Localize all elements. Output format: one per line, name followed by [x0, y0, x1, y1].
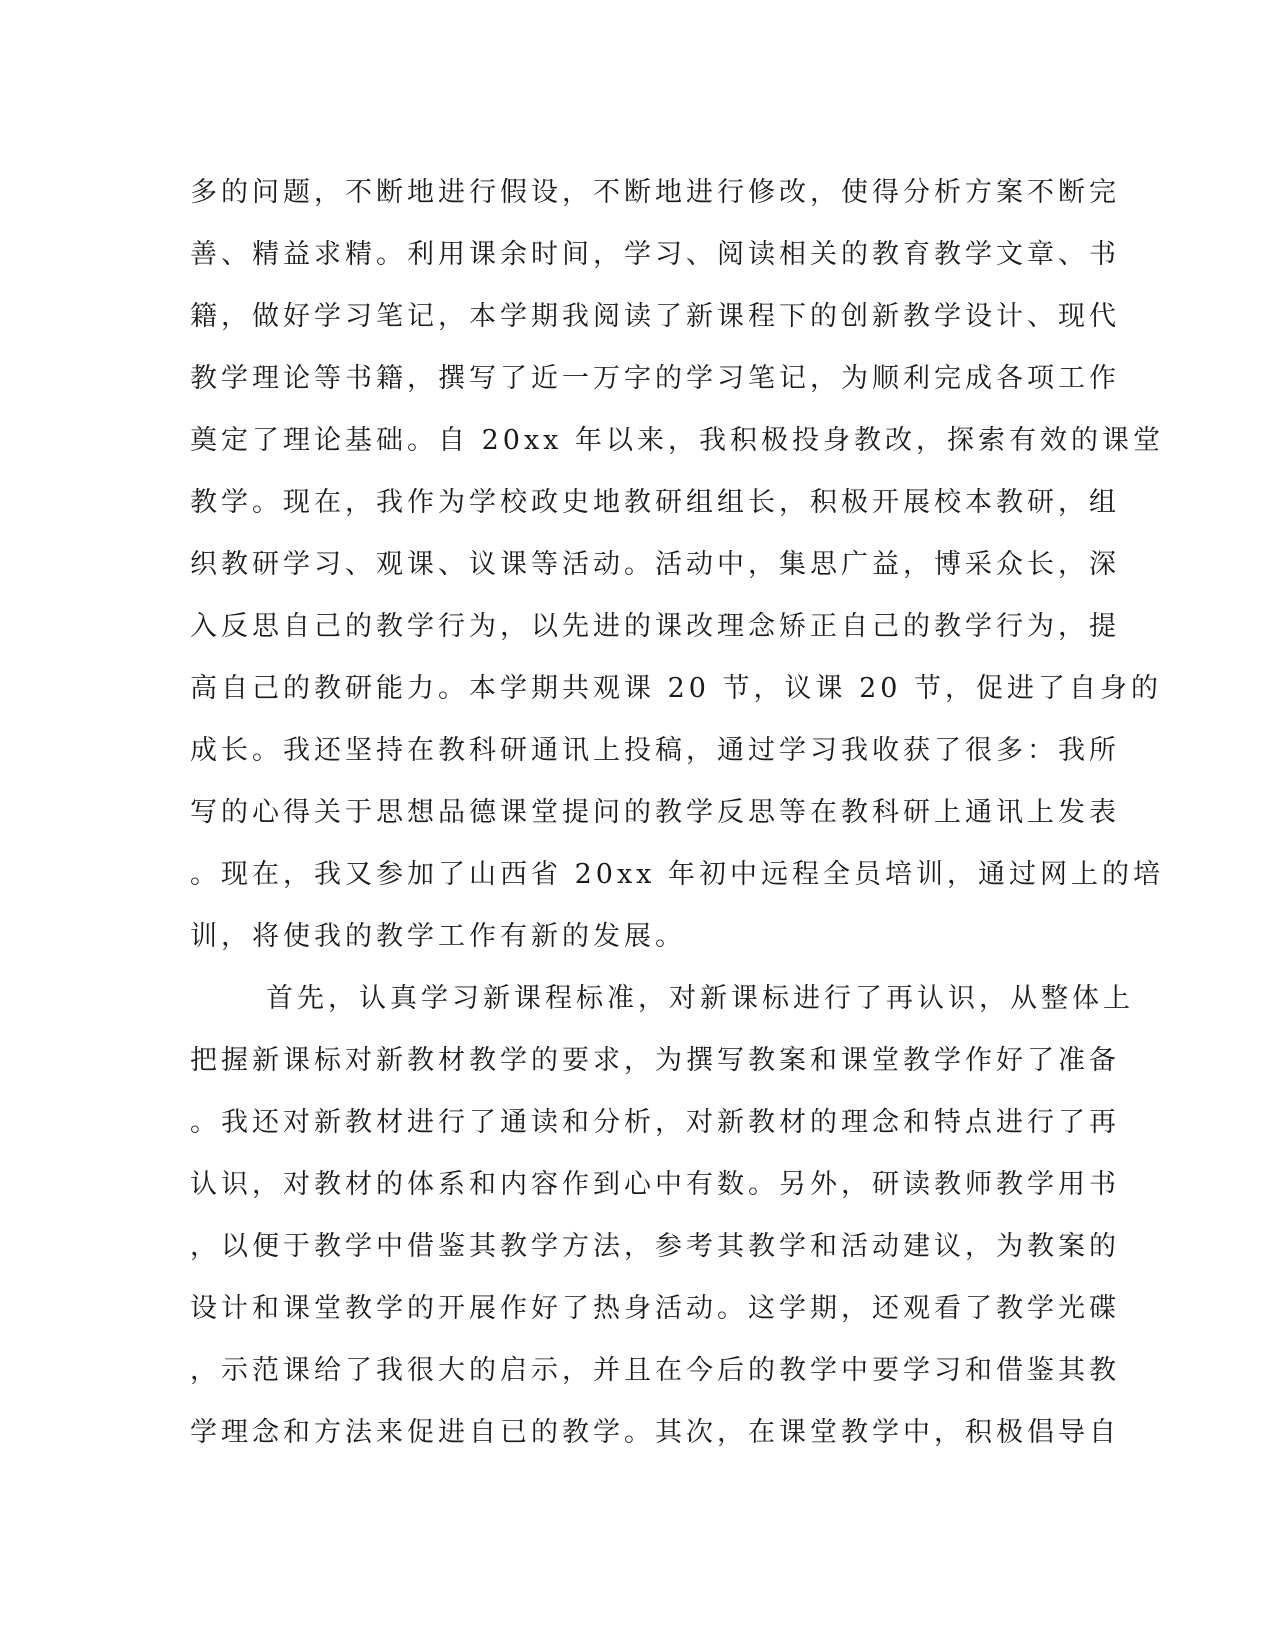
text-line: 。现在，我又参加了山西省 20xx 年初中远程全员培训，通过网上的培 [190, 859, 1164, 890]
text-line: 高自己的教研能力。本学期共观课 20 节，议课 20 节，促进了自身的 [190, 673, 1163, 704]
text-line: 。我还对新教材进行了通读和分析，对新教材的理念和特点进行了再 [190, 1107, 1120, 1138]
text-line: 教学。现在，我作为学校政史地教研组组长，积极开展校本教研，组 [190, 487, 1120, 518]
paragraph-1 [190, 162, 1164, 968]
paragraph-2 [190, 968, 1134, 1464]
text-line: 多的问题，不断地进行假设，不断地进行修改，使得分析方案不断完 [190, 177, 1120, 208]
document-body [190, 162, 1164, 1464]
text-line: 织教研学习、观课、议课等活动。活动中，集思广益，博采众长，深 [190, 549, 1120, 580]
text-line: 训，将使我的教学工作有新的发展。 [190, 921, 686, 952]
text-line: 善、精益求精。利用课余时间，学习、阅读相关的教育教学文章、书 [190, 239, 1120, 270]
text-line: 首先，认真学习新课程标准，对新课标进行了再认识，从整体上 [266, 983, 1134, 1014]
text-line: 入反思自己的教学行为，以先进的课改理念矫正自己的教学行为，提 [190, 611, 1120, 642]
text-line: 教学理论等书籍，撰写了近一万字的学习笔记，为顺利完成各项工作 [190, 363, 1120, 394]
text-line: 把握新课标对新教材教学的要求，为撰写教案和课堂教学作好了准备 [190, 1045, 1120, 1076]
text-line: 籍，做好学习笔记，本学期我阅读了新课程下的创新教学设计、现代 [190, 301, 1120, 332]
text-line: 学理念和方法来促进自已的教学。其次，在课堂教学中，积极倡导自 [190, 1417, 1120, 1448]
text-line: 设计和课堂教学的开展作好了热身活动。这学期，还观看了教学光碟 [190, 1293, 1120, 1324]
text-line: ，以便于教学中借鉴其教学方法，参考其教学和活动建议，为教案的 [190, 1231, 1120, 1262]
text-line: 奠定了理论基础。自 20xx 年以来，我积极投身教改，探索有效的课堂 [190, 425, 1164, 456]
text-line: 写的心得关于思想品德课堂提问的教学反思等在教科研上通讯上发表 [190, 797, 1120, 828]
text-line: 成长。我还坚持在教科研通讯上投稿，通过学习我收获了很多：我所 [190, 735, 1120, 766]
text-line: ，示范课给了我很大的启示，并且在今后的教学中要学习和借鉴其教 [190, 1355, 1120, 1386]
text-line: 认识，对教材的体系和内容作到心中有数。另外，研读教师教学用书 [190, 1169, 1120, 1200]
